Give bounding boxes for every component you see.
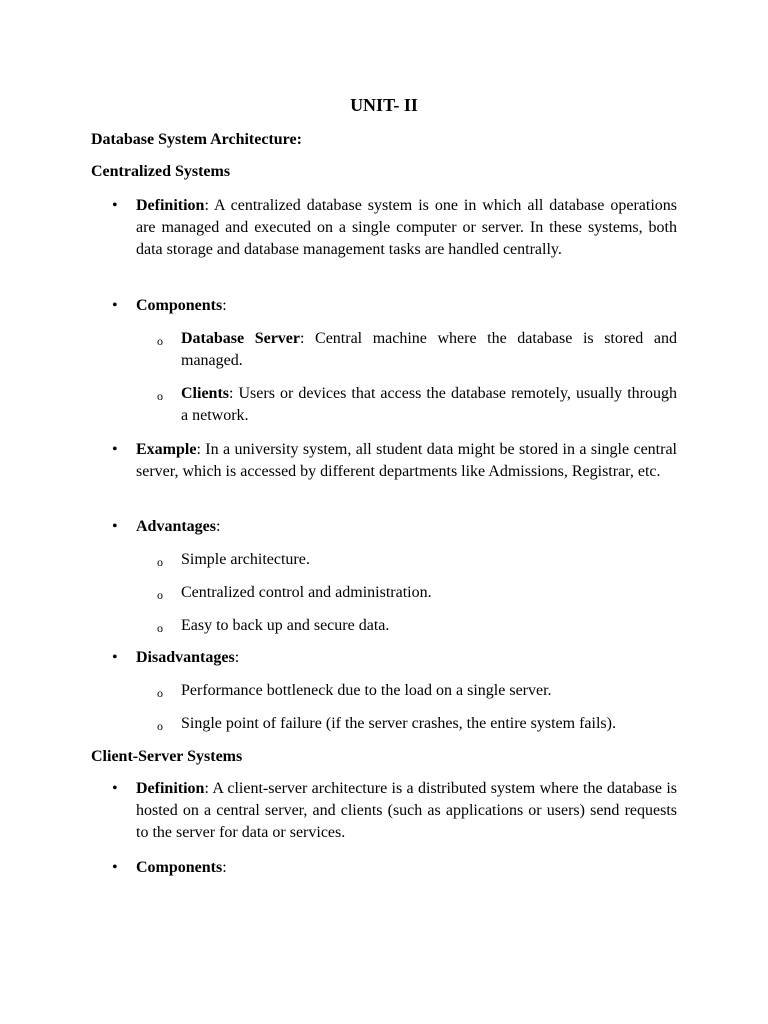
section-heading: Database System Architecture: xyxy=(91,131,302,148)
definition-text: : A client-server architecture is a distributed system where the database is hosted on a central server, and clients (such as applications or users) send requests to the server for data or services. xyxy=(136,780,677,841)
component-text: : Users or devices that access the database remotely, usually through a network. xyxy=(181,385,677,424)
disadvantage-item: Performance bottleneck due to the load on a single server. xyxy=(181,682,552,699)
bullet-marker: • xyxy=(112,297,118,314)
centralized-advantages xyxy=(136,516,677,538)
page-title: UNIT- II xyxy=(350,95,418,115)
sub-bullet-marker: o xyxy=(157,389,163,403)
component-text: : Central machine where the database is stored and managed. xyxy=(181,330,677,369)
sub-bullet-marker: o xyxy=(157,334,163,348)
advantages-text: : xyxy=(216,518,221,535)
definition-text: : A centralized database system is one in which all database operations are managed and executed on a single computer or server. In these systems, both data storage and database management tasks are handled centrally. xyxy=(136,197,677,258)
bullet-marker: • xyxy=(112,197,118,214)
advantages-term: Advantages xyxy=(136,518,217,535)
example-text: : In a university system, all student data might be stored in a single central server, which is accessed by different departments like Admissions, Registrar, etc. xyxy=(136,441,677,480)
advantage-item: Centralized control and administration. xyxy=(181,584,432,601)
component-clients xyxy=(181,383,677,427)
centralized-disadvantages xyxy=(136,647,677,669)
bullet-marker: • xyxy=(112,780,118,797)
advantage-item: Easy to back up and secure data. xyxy=(181,617,390,634)
component-database-server xyxy=(181,328,677,372)
definition-term: Definition xyxy=(136,197,205,214)
disadvantage-item: Single point of failure (if the server crashes, the entire system fails). xyxy=(181,715,616,732)
components-term: Components xyxy=(136,297,223,314)
example-term: Example xyxy=(136,441,197,458)
disadvantages-text: : xyxy=(234,649,240,666)
client-server-components xyxy=(136,857,677,879)
sub-bullet-marker: o xyxy=(157,588,163,602)
component-term: Database Server xyxy=(181,330,300,347)
sub-bullet-marker: o xyxy=(157,621,163,635)
client-server-definition xyxy=(136,778,677,844)
definition-term: Definition xyxy=(136,780,205,797)
sub-bullet-marker: o xyxy=(157,719,163,733)
sub-bullet-marker: o xyxy=(157,686,163,700)
components-text: : xyxy=(222,297,227,314)
components-term: Components xyxy=(136,859,223,876)
centralized-components xyxy=(136,295,677,317)
bullet-marker: • xyxy=(112,649,118,666)
client-server-systems-heading: Client-Server Systems xyxy=(91,748,243,765)
component-term: Clients xyxy=(181,385,229,402)
centralized-definition xyxy=(136,195,677,261)
sub-bullet-marker: o xyxy=(157,555,163,569)
bullet-marker: • xyxy=(112,859,118,876)
bullet-marker: • xyxy=(112,518,118,535)
bullet-marker: • xyxy=(112,441,118,458)
centralized-example xyxy=(136,439,677,483)
centralized-systems-heading: Centralized Systems xyxy=(91,163,231,180)
advantage-item: Simple architecture. xyxy=(181,551,310,568)
components-text: : xyxy=(222,859,227,876)
disadvantages-term: Disadvantages xyxy=(136,649,235,666)
